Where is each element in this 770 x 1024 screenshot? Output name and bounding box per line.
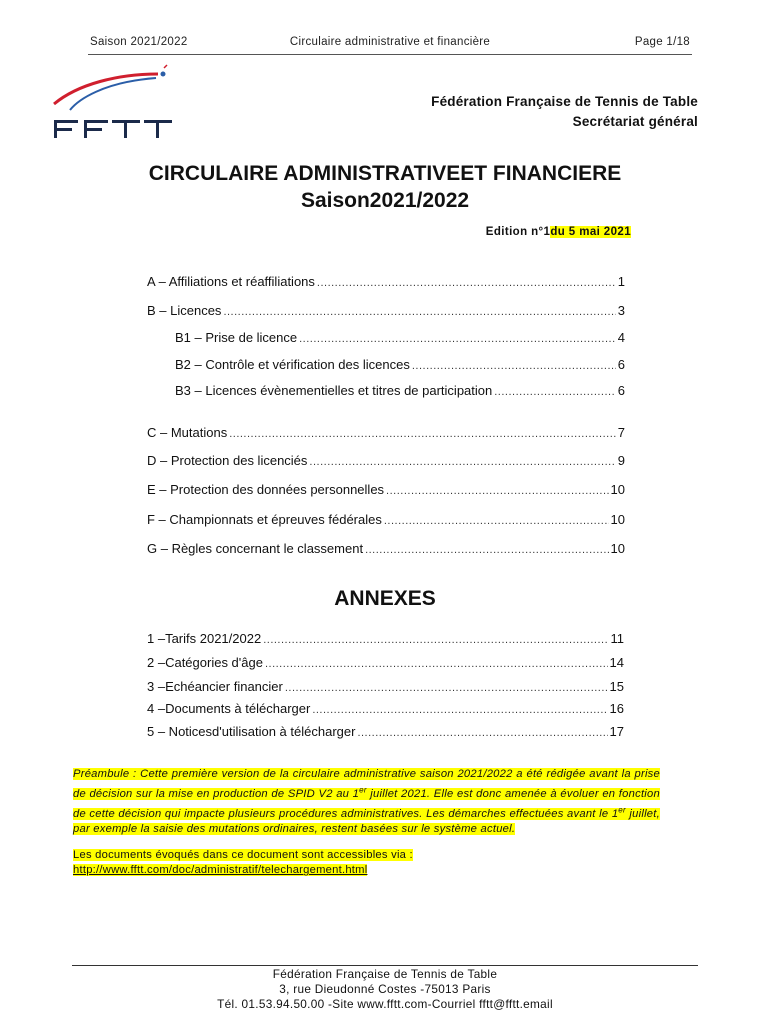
header-rule [88,54,692,55]
toc-entry[interactable] [147,452,625,468]
annex-entry[interactable] [147,723,624,739]
organization-name: Fédération Française de Tennis de Table [431,94,698,109]
toc-page: 7 [617,425,625,440]
toc-page: 10 [610,541,625,556]
toc-entry[interactable] [175,382,625,398]
edition-line [486,226,631,238]
toc-page: 9 [617,453,625,468]
toc-entry[interactable] [175,356,625,372]
toc-page: 1 [617,274,625,289]
preamble-sup-2: er [618,805,626,815]
header-season: Saison 2021/2022 [90,36,188,48]
toc-page: 10 [610,482,625,497]
toc-entry[interactable] [147,273,625,289]
toc-page: 6 [617,383,625,398]
preamble-text-3: juillet, par exemple la saisie des mutations ordinaires, restent basées sur le système actuel. [73,808,660,836]
toc-entry[interactable] [147,540,625,556]
toc-label: E – Protection des données personnelles [147,482,385,497]
toc-entry[interactable] [175,329,625,345]
annex-label: 4 –Documents à télécharger [147,701,311,716]
toc-label: C – Mutations [147,425,228,440]
fftt-logo [48,64,178,144]
document-season: Saison2021/2022 [300,189,470,212]
documents-note [73,848,660,879]
preamble-paragraph [73,767,660,838]
annex-page: 15 [609,679,624,694]
annex-label: 1 –Tarifs 2021/2022 [147,631,262,646]
toc-label: B2 – Contrôle et vérification des licences [175,357,410,372]
toc-label: B – Licences [147,303,222,318]
toc-entry[interactable] [147,511,625,527]
toc-entry[interactable] [147,302,625,318]
annex-page: 11 [610,631,624,646]
page-footer [0,967,770,1012]
annex-page: 16 [609,701,624,716]
edition-date: du 5 mai 2021 [550,226,631,238]
toc-label: F – Championnats et épreuves fédérales [147,512,382,527]
annex-entry[interactable] [147,700,624,716]
annex-entry[interactable] [147,678,624,694]
fftt-logo-graphic [48,64,178,144]
toc-page: 10 [610,512,625,527]
header-doc-title: Circulaire administrative et financière [289,36,491,48]
document-title: CIRCULAIRE ADMINISTRATIVEET FINANCIERE [148,162,622,185]
annex-entry[interactable] [147,630,624,646]
toc-entry[interactable] [147,424,625,440]
toc-page: 6 [617,357,625,372]
footer-org-name: Fédération Française de Tennis de Table [272,967,498,981]
annex-page: 14 [609,655,624,670]
toc-label: G – Règles concernant le classement [147,541,364,556]
documents-note-text: Les documents évoqués dans ce document sont accessibles via : [73,849,413,861]
preamble-text-2: juillet 2021. Elle est donc amenée à évoluer en fonction de cette décision qui impacte plusieurs procédures administratives. Les démarches effectuées avant le 1 [73,788,660,821]
running-header [90,36,690,52]
header-page-number: Page 1/18 [634,36,690,48]
annex-page: 17 [609,724,624,739]
annex-label: 5 – Noticesd'utilisation à télécharger [147,724,356,739]
toc-page: 4 [617,330,625,345]
documents-download-link[interactable]: http://www.fftt.com/doc/administratif/telechargement.html [73,864,368,877]
toc-page: 3 [617,303,625,318]
organization-department: Secrétariat général [572,114,698,129]
edition-number: Edition n°1 [485,226,551,238]
annex-label: 2 –Catégories d'âge [147,655,263,670]
toc-label: A – Affiliations et réaffiliations [147,274,315,289]
annex-entry[interactable] [147,654,624,670]
toc-label: D – Protection des licenciés [147,453,308,468]
toc-label: B1 – Prise de licence [175,330,298,345]
preamble-sup-1: er [359,785,367,795]
footer-address: 3, rue Dieudonné Costes -75013 Paris [279,982,491,996]
annex-label: 3 –Echéancier financier [147,679,283,694]
toc-label: B3 – Licences évènementielles et titres de participation [175,383,493,398]
footer-rule [72,965,698,966]
organization-block [431,92,698,132]
preamble-text-1: Préambule : Cette première version de la circulaire administrative saison 2021/2022 a été rédigée avant la prise de décision sur la mise en production de SPID V2 au 1 [73,768,660,801]
footer-contact: Tél. 01.53.94.50.00 -Site www.fftt.com-Courriel fftt@fftt.email [217,997,553,1011]
toc-entry[interactable] [147,481,625,497]
annexes-heading: ANNEXES [334,587,436,610]
